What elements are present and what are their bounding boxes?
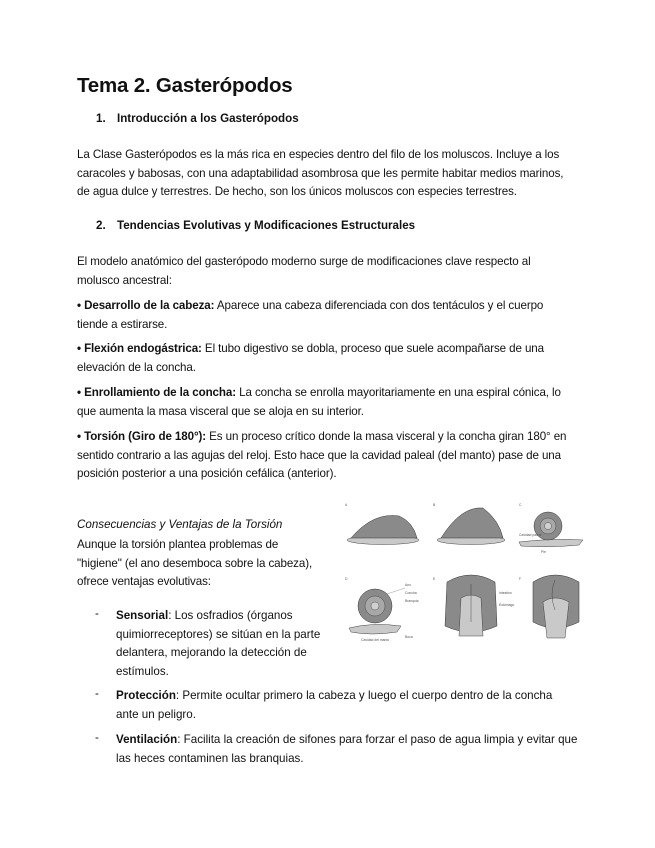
bullet-text: Es un proceso crítico donde la masa visceral y la concha giran 180° en (206, 430, 567, 443)
text-line: La Clase Gasterópodos es la más rica en especies dentro del filo de los moluscos. Incluye a los (77, 148, 560, 161)
figure-annotation: Cavidad paleal (519, 533, 542, 537)
figure-annotation: Boca (405, 635, 413, 639)
torsion-intro (77, 536, 337, 592)
list-text: las heces contaminen las branquias. (116, 751, 304, 765)
list-text: : Permite ocultar primero la cabeza y luego el cuerpo dentro de la concha (175, 689, 553, 702)
bullet-text: elevación de la concha. (77, 360, 196, 374)
list-term: Ventilación (116, 733, 178, 746)
list-text: delantera, mejorando la detección de (116, 646, 307, 659)
bullet-text: Aparece una cabeza diferenciada con dos tentáculos y el cuerpo (214, 299, 544, 312)
snail-stage-f (533, 575, 579, 638)
bullet-text: sentido contrario a las agujas del reloj. Esto hace que la cavidad paleal (del manto) pase de una (77, 448, 561, 462)
text-line: de agua dulce y terrestres. De hecho, son los únicos moluscos con especies terrestres. (77, 185, 517, 198)
panel-label: C (519, 503, 522, 507)
list-item-ventilacion (116, 731, 586, 768)
text-line: ofrece ventajas evolutivas: (77, 575, 211, 588)
torsion-illustration (343, 498, 585, 650)
snail-stage-e (405, 575, 514, 639)
bullet-torsion (77, 428, 587, 484)
list-text: estímulos. (116, 664, 169, 678)
panel-label: D (345, 577, 348, 581)
section-heading-1 (96, 112, 299, 125)
figure-annotation: Pie (541, 550, 546, 554)
list-text: quimiorreceptores) se sitúan en la parte (116, 627, 321, 641)
bullet-coiling (77, 384, 582, 421)
bullet-text: posición posterior a una posición cefálica (anterior). (77, 467, 337, 480)
bullet-text: El tubo digestivo se dobla, proceso que suele acompañarse de una (201, 342, 545, 355)
figure-annotation: Cavidad del manto (361, 638, 390, 642)
bullet-term: • Torsión (Giro de 180°): (77, 430, 207, 443)
text-line: El modelo anatómico del gasterópodo moderno surge de modificaciones clave respecto al (77, 255, 531, 268)
bullet-text: tiende a estirarse. (77, 317, 168, 331)
bullet-term: • Desarrollo de la cabeza: (77, 299, 215, 312)
figure-annotation: Ano (405, 583, 412, 587)
section-number: 1. (96, 112, 106, 125)
list-dash: - (95, 731, 99, 744)
figure-annotation: Concha (405, 591, 417, 595)
snail-stage-a (347, 515, 419, 544)
bullet-flexion (77, 340, 582, 377)
list-term: Protección (116, 689, 176, 702)
bullet-term: • Flexión endogástrica: (77, 342, 202, 355)
text-line: Aunque la torsión plantea problemas de (77, 538, 279, 551)
list-dash: - (95, 607, 99, 620)
text-line: "higiene" (el ano desemboca sobre la cabeza), (77, 556, 313, 570)
section-title: Introducción a los Gasterópodos (117, 112, 299, 125)
model-paragraph (77, 253, 582, 290)
list-item-sensorial (116, 607, 336, 681)
section-heading-2 (96, 219, 415, 232)
intro-paragraph (77, 146, 582, 202)
panel-label: F (519, 577, 522, 581)
list-text: ante un peligro. (116, 707, 196, 721)
snail-stage-d (349, 588, 405, 642)
page-title: Tema 2. Gasterópodos (77, 74, 293, 97)
snail-stage-c (519, 512, 583, 554)
list-text: : Los osfradios (órganos (168, 609, 293, 622)
panel-label: B (433, 503, 436, 507)
figure-annotation: Estómago (499, 603, 515, 607)
list-term: Sensorial (116, 609, 169, 622)
figure-annotation: Branquia (405, 599, 419, 603)
torsion-subtitle: Consecuencias y Ventajas de la Torsión (77, 518, 283, 531)
text-line: caracoles y babosas, con una adaptabilidad asombrosa que les permite habitar medios marinos, (77, 166, 564, 180)
text-line: molusco ancestral: (77, 273, 172, 287)
bullet-text: que aumenta la masa visceral que se aloja en su interior. (77, 404, 364, 418)
bullet-head (77, 297, 582, 334)
panel-label: A (345, 503, 348, 507)
snail-stage-b (437, 508, 505, 545)
section-title: Tendencias Evolutivas y Modificaciones Estructurales (117, 219, 416, 232)
list-item-proteccion (116, 687, 586, 724)
list-text: : Facilita la creación de sifones para forzar el paso de agua limpia y evitar que (177, 733, 578, 746)
section-number: 2. (96, 219, 106, 232)
bullet-term: • Enrollamiento de la concha: (77, 386, 236, 399)
bullet-text: La concha se enrolla mayoritariamente en una espiral cónica, lo (236, 386, 561, 399)
list-dash: - (95, 687, 99, 700)
figure-annotation: Intestino (499, 591, 512, 595)
panel-label: E (433, 577, 436, 581)
